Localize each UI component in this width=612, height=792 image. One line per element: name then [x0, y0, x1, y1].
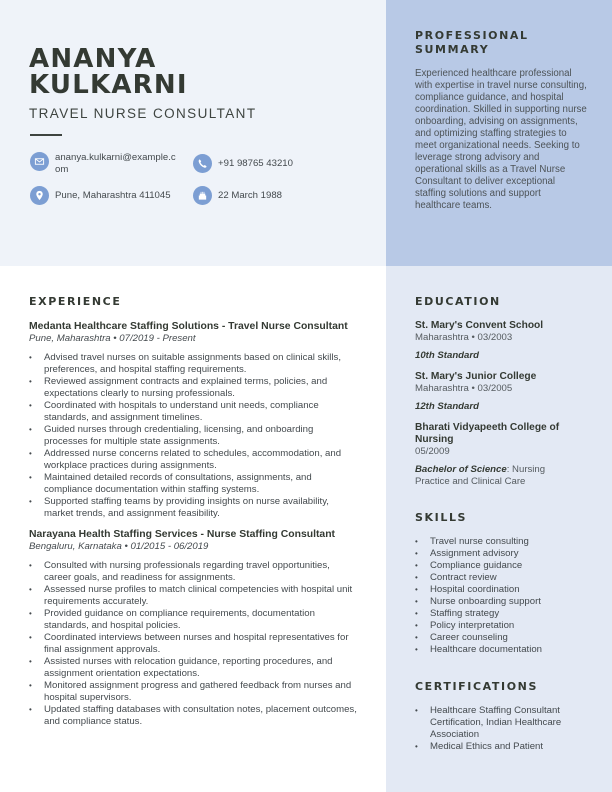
phone-icon [193, 154, 212, 173]
contact-location [30, 186, 190, 205]
degree: 12th Standard [415, 401, 479, 412]
skill-item: • Contract review [415, 572, 587, 584]
bullet-item: • Provided guidance on compliance requirements, documentation standards, and hospital policies. [29, 608, 359, 632]
bullet-item: • Reviewed assignment contracts and explained terms, policies, and expectations clearly to nursing professionals. [29, 376, 359, 400]
certifications-list [415, 705, 580, 753]
skill-item: • Staffing strategy [415, 608, 587, 620]
bullet-item: • Consulted with nursing professionals regarding travel opportunities, career goals, and readiness for assignments. [29, 560, 359, 584]
certification-item: • Medical Ethics and Patient [415, 741, 580, 753]
skill-item: • Hospital coordination [415, 584, 587, 596]
location-pin-icon [30, 186, 49, 205]
bullet-item: • Addressed nurse concerns related to schedules, accommodation, and workplace practices during assignments. [29, 448, 359, 472]
bullet-item: • Guided nurses through credentialing, licensing, and onboarding processes for multiple state assignments. [29, 424, 359, 448]
birthdate-text: 22 March 1988 [218, 189, 282, 201]
phone-text[interactable]: +91 98765 43210 [218, 157, 293, 169]
school-name: St. Mary's Convent School [415, 320, 544, 331]
certifications-heading: CERTIFICATIONS [415, 680, 538, 693]
birthday-cake-icon [193, 186, 212, 205]
degree: Bachelor of Science: Nursing Practice and Clinical Care [415, 464, 546, 487]
job-bullets [29, 560, 359, 728]
job-entry-title: Narayana Health Staffing Services - Nurse Staffing Consultant [29, 529, 336, 540]
degree: 10th Standard [415, 350, 479, 361]
skill-item: • Nurse onboarding support [415, 596, 587, 608]
bullet-item: • Coordinated interviews between nurses and hospital representatives for final assignment approvals. [29, 632, 359, 656]
education-heading: EDUCATION [415, 295, 501, 308]
contact-birthdate [193, 186, 333, 205]
education-entry [415, 422, 575, 488]
contact-phone[interactable] [193, 154, 333, 173]
divider [30, 134, 62, 136]
skill-item: • Assignment advisory [415, 548, 587, 560]
summary-text: Experienced healthcare professional with expertise in travel nurse consulting, compliance guidance, and hospital coordination. Skilled in supporting nurse onboarding, advising on assignments, and optimizing staffing strategies to meet organizational needs. Seeking to leverage strong advisory and operational skills as a Travel Nurse Consultant to deliver exceptional staffing solutions and support healthcare teams. [415, 68, 587, 211]
skill-item: • Healthcare documentation [415, 644, 587, 656]
job-entry-title: Medanta Healthcare Staffing Solutions - Travel Nurse Consultant [29, 321, 348, 332]
header-panel [0, 0, 386, 266]
education-entry [415, 371, 587, 413]
bullet-item: • Maintained detailed records of consultations, assignments, and compliance documentation within staffing systems. [29, 472, 359, 496]
job-entry [29, 528, 359, 728]
job-entry-meta: Bengaluru, Karnataka • 01/2015 - 06/2019 [29, 541, 209, 552]
skill-item: • Compliance guidance [415, 560, 587, 572]
school-meta: Maharashtra • 03/2005 [415, 383, 513, 394]
job-title: TRAVEL NURSE CONSULTANT [29, 106, 257, 121]
bullet-item: • Advised travel nurses on suitable assignments based on clinical skills, preferences, and hospital staffing requirements. [29, 352, 359, 376]
name-last: KULKARNI [29, 70, 188, 100]
skills-heading: SKILLS [415, 511, 468, 524]
job-bullets [29, 352, 359, 520]
school-meta: 05/2009 [415, 446, 450, 457]
name-first: ANANYA [29, 44, 157, 74]
job-entry-meta: Pune, Maharashtra • 07/2019 - Present [29, 333, 196, 344]
bullet-item: • Assisted nurses with relocation guidance, reporting procedures, and assignment orientation expectations. [29, 656, 359, 680]
school-meta: Maharashtra • 03/2003 [415, 332, 513, 343]
skill-item: • Career counseling [415, 632, 587, 644]
bullet-item: • Coordinated with hospitals to understand unit needs, compliance standards, and assignment timelines. [29, 400, 359, 424]
envelope-icon [30, 152, 49, 171]
job-entry [29, 320, 359, 520]
experience-heading: EXPERIENCE [29, 295, 122, 308]
skills-list [415, 536, 587, 656]
education-entry [415, 320, 587, 362]
skill-item: • Travel nurse consulting [415, 536, 587, 548]
location-text: Pune, Maharashtra 411045 [55, 189, 171, 201]
school-name: Bharati Vidyapeeth College of Nursing [415, 422, 560, 445]
candidate-name [29, 46, 188, 98]
bullet-item: • Monitored assignment progress and gathered feedback from nurses and hospital supervisors. [29, 680, 359, 704]
certification-item: • Healthcare Staffing Consultant Certification, Indian Healthcare Association [415, 705, 580, 741]
summary-heading: PROFESSIONAL SUMMARY [415, 29, 529, 56]
school-name: St. Mary's Junior College [415, 371, 537, 382]
bullet-item: • Updated staffing databases with consultation notes, placement outcomes, and compliance status. [29, 704, 359, 728]
bullet-item: • Supported staffing teams by providing insights on nurse availability, market trends, and assignment feasibility. [29, 496, 359, 520]
email-text[interactable]: ananya.kulkarni@example.c om [55, 152, 176, 175]
skill-item: • Policy interpretation [415, 620, 587, 632]
contact-email[interactable] [30, 152, 190, 176]
bullet-item: • Assessed nurse profiles to match clinical competencies with hospital unit requirements accurately. [29, 584, 359, 608]
